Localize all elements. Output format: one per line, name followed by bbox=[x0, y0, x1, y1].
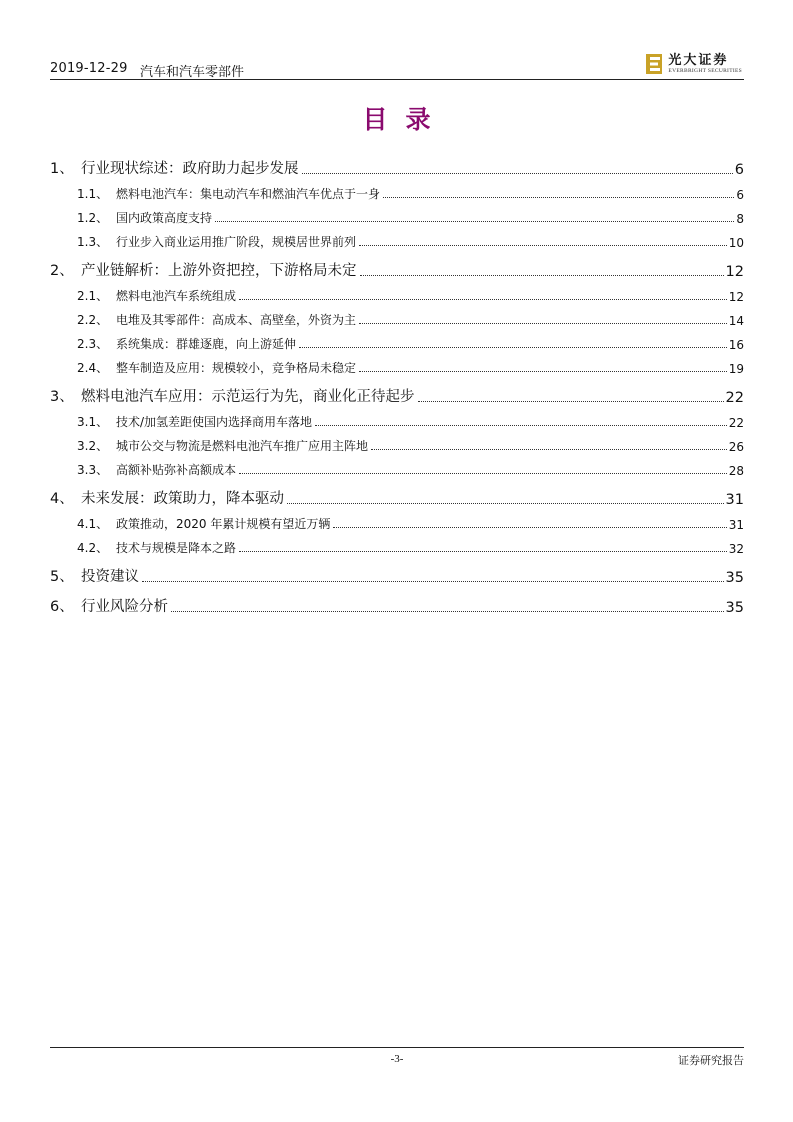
toc-entry-title: 技术/加氢差距使国内选择商用车落地 bbox=[116, 415, 313, 429]
logo-chinese-name: 光大证券 bbox=[668, 52, 729, 68]
toc-entry-title: 产业链解析：上游外资把控，下游格局未定 bbox=[81, 263, 357, 279]
toc-entry-title: 整车制造及应用：规模较小，竞争格局未稳定 bbox=[116, 361, 357, 375]
toc-entry-title: 燃料电池汽车：集电动汽车和燃油汽车优点于一身 bbox=[116, 187, 381, 201]
toc-entry-title: 燃料电池汽车应用：示范运行为先，商业化正待起步 bbox=[81, 389, 415, 405]
toc-entry-number: 1.1、 bbox=[77, 187, 109, 201]
toc-entry-page: 8 bbox=[736, 212, 744, 226]
toc-entry-number: 1.3、 bbox=[77, 235, 109, 249]
logo-english-name: EVERBRIGHT SECURITIES bbox=[668, 67, 742, 74]
toc-entry-number: 1、 bbox=[50, 161, 74, 177]
toc-entry-page: 6 bbox=[734, 162, 744, 178]
toc-entry-page: 19 bbox=[728, 362, 744, 376]
toc-entry-number: 2.4、 bbox=[77, 361, 109, 375]
toc-entry-number: 6、 bbox=[50, 599, 74, 615]
toc-entry-section[interactable] bbox=[50, 376, 744, 406]
toc-entry-subsection[interactable] bbox=[50, 430, 744, 454]
toc-dot-leader bbox=[142, 580, 724, 582]
toc-dot-leader bbox=[383, 196, 734, 198]
toc-entry-section[interactable] bbox=[50, 478, 744, 508]
toc-entry-title: 国内政策高度支持 bbox=[116, 211, 213, 225]
toc-dot-leader bbox=[359, 244, 727, 246]
toc-dot-leader bbox=[287, 502, 724, 504]
page-footer bbox=[50, 1047, 744, 1067]
toc-entry-page: 26 bbox=[728, 440, 744, 454]
toc-entry-title: 燃料电池汽车系统组成 bbox=[116, 289, 237, 303]
toc-entry-number: 3.2、 bbox=[77, 439, 109, 453]
toc-entry-subsection[interactable] bbox=[50, 226, 744, 250]
toc-entry-page: 32 bbox=[728, 542, 744, 556]
toc-entry-number: 2、 bbox=[50, 263, 74, 279]
toc-entry-subsection[interactable] bbox=[50, 532, 744, 556]
toc-entry-page: 22 bbox=[728, 416, 744, 430]
toc-entry-title: 投资建议 bbox=[81, 569, 139, 585]
toc-dot-leader bbox=[215, 220, 734, 222]
toc-entry-page: 28 bbox=[728, 464, 744, 478]
toc-entry-subsection[interactable] bbox=[50, 352, 744, 376]
toc-entry-title: 电堆及其零部件：高成本、高壁垒，外资为主 bbox=[116, 313, 357, 327]
toc-dot-leader bbox=[371, 448, 727, 450]
toc-dot-leader bbox=[418, 400, 724, 402]
toc-entry-title: 行业步入商业运用推广阶段，规模居世界前列 bbox=[116, 235, 357, 249]
toc-entry-page: 35 bbox=[725, 570, 744, 586]
toc-entry-subsection[interactable] bbox=[50, 202, 744, 226]
toc-entry-title: 政策推动，2020 年累计规模有望近万辆 bbox=[116, 517, 331, 531]
toc-dot-leader bbox=[359, 370, 727, 372]
page-number: -3- bbox=[390, 1053, 404, 1065]
toc-dot-leader bbox=[239, 472, 727, 474]
toc-heading: 目录 bbox=[362, 105, 449, 134]
toc-entry-title: 城市公交与物流是燃料电池汽车推广应用主阵地 bbox=[116, 439, 369, 453]
toc-entry-page: 31 bbox=[725, 492, 744, 508]
toc-entry-section[interactable] bbox=[50, 586, 744, 616]
report-type: 证券研究报告 bbox=[678, 1054, 744, 1067]
toc-entry-section[interactable] bbox=[50, 250, 744, 280]
table-of-contents bbox=[50, 148, 744, 616]
toc-entry-page: 22 bbox=[725, 390, 744, 406]
toc-entry-page: 35 bbox=[725, 600, 744, 616]
toc-dot-leader bbox=[333, 526, 726, 528]
toc-entry-number: 2.2、 bbox=[77, 313, 109, 327]
toc-entry-number: 5、 bbox=[50, 569, 74, 585]
toc-entry-title: 系统集成：群雄逐鹿，向上游延伸 bbox=[116, 337, 297, 351]
toc-entry-number: 2.3、 bbox=[77, 337, 109, 351]
toc-dot-leader bbox=[360, 274, 724, 276]
toc-entry-subsection[interactable] bbox=[50, 304, 744, 328]
toc-entry-number: 2.1、 bbox=[77, 289, 109, 303]
toc-entry-title: 未来发展：政策助力，降本驱动 bbox=[81, 491, 284, 507]
toc-entry-subsection[interactable] bbox=[50, 328, 744, 352]
toc-entry-page: 12 bbox=[725, 264, 744, 280]
toc-entry-section[interactable] bbox=[50, 148, 744, 178]
everbright-logo-icon bbox=[645, 53, 663, 75]
toc-entry-page: 6 bbox=[736, 188, 744, 202]
toc-entry-subsection[interactable] bbox=[50, 280, 744, 304]
toc-dot-leader bbox=[239, 298, 727, 300]
toc-dot-leader bbox=[302, 172, 733, 174]
toc-entry-number: 4.1、 bbox=[77, 517, 109, 531]
toc-entry-number: 3.3、 bbox=[77, 463, 109, 477]
toc-entry-page: 14 bbox=[728, 314, 744, 328]
toc-entry-page: 12 bbox=[728, 290, 744, 304]
toc-entry-title: 行业风险分析 bbox=[81, 599, 168, 615]
toc-entry-number: 3.1、 bbox=[77, 415, 109, 429]
toc-entry-subsection[interactable] bbox=[50, 178, 744, 202]
toc-entry-page: 31 bbox=[728, 518, 744, 532]
report-category: 汽车和汽车零部件 bbox=[140, 65, 245, 80]
toc-entry-title: 技术与规模是降本之路 bbox=[116, 541, 237, 555]
toc-entry-subsection[interactable] bbox=[50, 508, 744, 532]
company-logo bbox=[645, 52, 742, 76]
toc-dot-leader bbox=[171, 610, 724, 612]
toc-entry-number: 4.2、 bbox=[77, 541, 109, 555]
toc-dot-leader bbox=[359, 322, 727, 324]
toc-entry-title: 行业现状综述：政府助力起步发展 bbox=[81, 161, 299, 177]
toc-entry-number: 3、 bbox=[50, 389, 74, 405]
page-header bbox=[50, 52, 744, 80]
toc-entry-number: 4、 bbox=[50, 491, 74, 507]
toc-dot-leader bbox=[239, 550, 727, 552]
toc-entry-section[interactable] bbox=[50, 556, 744, 586]
toc-entry-page: 10 bbox=[728, 236, 744, 250]
toc-entry-number: 1.2、 bbox=[77, 211, 109, 225]
toc-entry-title: 高额补贴弥补高额成本 bbox=[116, 463, 237, 477]
report-date: 2019-12-29 bbox=[50, 61, 128, 76]
toc-dot-leader bbox=[299, 346, 727, 348]
toc-entry-page: 16 bbox=[728, 338, 744, 352]
toc-entry-subsection[interactable] bbox=[50, 454, 744, 478]
toc-dot-leader bbox=[315, 424, 727, 426]
toc-entry-subsection[interactable] bbox=[50, 406, 744, 430]
